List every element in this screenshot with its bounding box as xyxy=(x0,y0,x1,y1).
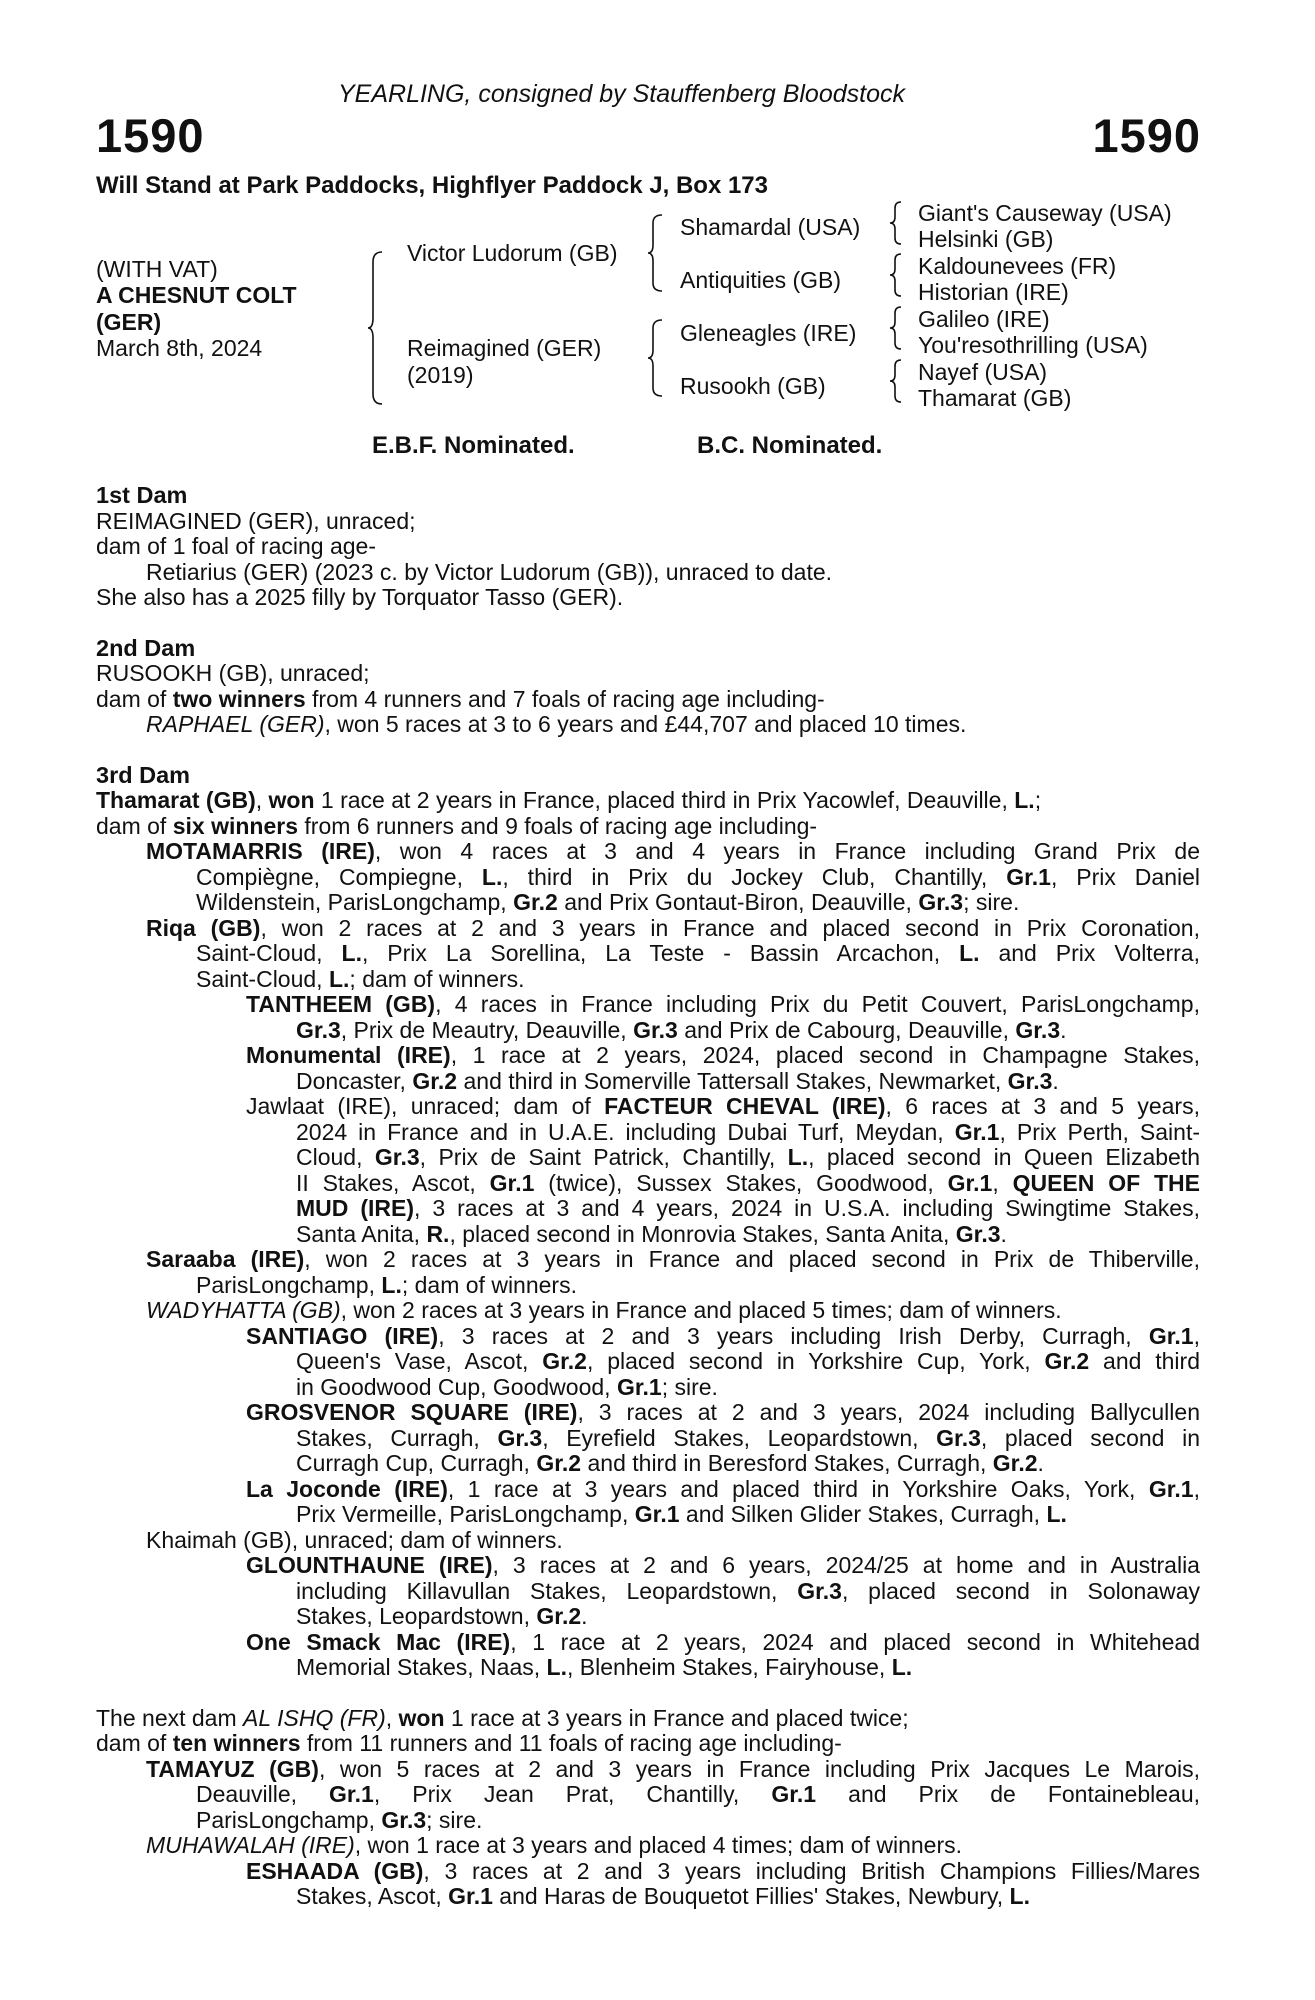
produce-line: La Joconde (IRE), 1 race at 3 years and placed third in Yorkshire Oaks, York, Gr.1, xyxy=(246,1475,1200,1502)
dam-sire: Gleneagles (IRE) xyxy=(680,320,857,346)
ds-sire: Galileo (IRE) xyxy=(918,306,1050,332)
next-dam-line: The next dam AL ISHQ (FR), won 1 race at 3 years in France and placed twice; xyxy=(96,1704,909,1731)
stand-location: Will Stand at Park Paddocks, Highflyer Paddock J, Box 173 xyxy=(96,172,768,199)
produce-line: Khaimah (GB), unraced; dam of winners. xyxy=(146,1526,563,1553)
ss-sire: Giant's Causeway (USA) xyxy=(918,200,1172,226)
produce-line: Gr.3, Prix de Meautry, Deauville, Gr.3 and Prix de Cabourg, Deauville, Gr.3. xyxy=(296,1016,1067,1043)
third-dam-section xyxy=(96,763,1200,1681)
consignment-line: YEARLING, consigned by Stauffenberg Bloodstock xyxy=(338,80,905,108)
produce-line: ESHAADA (GB), 3 races at 2 and 3 years including British Champions Fillies/Mares xyxy=(246,1857,1200,1884)
second-dam-section xyxy=(96,636,1200,738)
produce-line: TANTHEEM (GB), 4 races in France including Prix du Petit Couvert, ParisLongchamp, xyxy=(246,991,1200,1017)
produce-line: Deauville, Gr.1, Prix Jean Prat, Chantilly, Gr.1 and Prix de Fontainebleau, xyxy=(196,1781,1200,1807)
ebf-nomination: E.B.F. Nominated. xyxy=(372,432,575,459)
sd-dam: Historian (IRE) xyxy=(918,279,1069,305)
lot-number-left: 1590 xyxy=(96,109,205,162)
produce-line: Stakes, Leopardstown, Gr.2. xyxy=(296,1603,588,1629)
pedigree-bracket-main xyxy=(368,252,388,404)
produce-line: MUD (IRE), 3 races at 3 and 4 years, 2024 in U.S.A. including Swingtime Stakes, xyxy=(296,1195,1200,1221)
produce-line: II Stakes, Ascot, Gr.1 (twice), Sussex Stakes, Goodwood, Gr.1, QUEEN OF THE xyxy=(296,1169,1201,1196)
produce-line: Santa Anita, R., placed second in Monrovia Stakes, Santa Anita, Gr.3. xyxy=(296,1220,1007,1247)
produce-line: TAMAYUZ (GB), won 5 races at 2 and 3 years in France including Prix Jacques Le Marois, xyxy=(146,1755,1200,1782)
second-dam-line: dam of two winners from 4 runners and 7 foals of racing age including- xyxy=(96,685,825,712)
produce-line: Stakes, Curragh, Gr.3, Eyrefield Stakes, Leopardstown, Gr.3, placed second in xyxy=(296,1424,1200,1451)
pedigree-bracket-ds xyxy=(890,307,906,349)
produce-line: Compiègne, Compiegne, L., third in Prix du Jockey Club, Chantilly, Gr.1, Prix Daniel xyxy=(196,863,1201,890)
first-dam-line: Retiarius (GER) (2023 c. by Victor Ludorum (GB)), unraced to date. xyxy=(146,558,833,585)
sd-sire: Kaldounevees (FR) xyxy=(918,253,1117,279)
horse-country: (GER) xyxy=(96,309,162,335)
produce-line: Monumental (IRE), 1 race at 2 years, 2024, placed second in Champagne Stakes, xyxy=(246,1042,1200,1068)
produce-line: One Smack Mac (IRE), 1 race at 2 years, 2024 and placed second in Whitehead xyxy=(246,1628,1201,1655)
foaling-date: March 8th, 2024 xyxy=(96,335,263,361)
sire-sire: Shamardal (USA) xyxy=(680,214,861,240)
produce-line: SANTIAGO (IRE), 3 races at 2 and 3 years including Irish Derby, Curragh, Gr.1, xyxy=(246,1322,1200,1349)
ds-dam: You'resothrilling (USA) xyxy=(918,332,1148,358)
produce-line: in Goodwood Cup, Goodwood, Gr.1; sire. xyxy=(296,1373,718,1400)
produce-line: Saraaba (IRE), won 2 races at 3 years in France and placed second in Prix de Thiberville, xyxy=(146,1246,1200,1272)
produce-line: 2024 in France and in U.A.E. including Dubai Turf, Meydan, Gr.1, Prix Perth, Saint- xyxy=(296,1118,1200,1145)
produce-line: MOTAMARRIS (IRE), won 4 races at 3 and 4 years in France including Grand Prix de xyxy=(146,838,1200,864)
produce-line: Jawlaat (IRE), unraced; dam of FACTEUR CHEVAL (IRE), 6 races at 3 and 5 years, xyxy=(246,1093,1200,1119)
next-dam-section xyxy=(96,1706,1200,1910)
next-dam-line: dam of ten winners from 11 runners and 11 foals of racing age including- xyxy=(96,1730,842,1756)
dam-year: (2019) xyxy=(407,362,474,388)
produce-line: GLOUNTHAUNE (IRE), 3 races at 2 and 6 years, 2024/25 at home and in Australia xyxy=(246,1552,1200,1578)
third-dam-line: dam of six winners from 6 runners and 9 foals of racing age including- xyxy=(96,812,818,839)
ss-dam: Helsinki (GB) xyxy=(918,226,1054,252)
second-dam-line: RUSOOKH (GB), unraced; xyxy=(96,660,370,686)
pedigree-bracket-sire xyxy=(648,215,668,291)
produce-line: ParisLongchamp, L.; dam of winners. xyxy=(196,1271,577,1298)
produce-line: MUHAWALAH (IRE), won 1 race at 3 years and placed 4 times; dam of winners. xyxy=(146,1832,962,1858)
pedigree-bracket-dam xyxy=(648,320,668,396)
produce-line: Memorial Stakes, Naas, L., Blenheim Stakes, Fairyhouse, L. xyxy=(296,1654,913,1680)
second-dam-line: RAPHAEL (GER), won 5 races at 3 to 6 years and £44,707 and placed 10 times. xyxy=(146,711,967,737)
sire-dam: Antiquities (GB) xyxy=(680,267,842,293)
dam-name: Reimagined (GER) xyxy=(407,335,602,361)
pedigree-bracket-dd xyxy=(890,360,906,402)
produce-line: Wildenstein, ParisLongchamp, Gr.2 and Prix Gontaut-Biron, Deauville, Gr.3; sire. xyxy=(196,889,1020,915)
produce-line: Saint-Cloud, L., Prix La Sorellina, La Teste - Bassin Arcachon, L. and Prix Volterra, xyxy=(196,940,1200,966)
dd-dam: Thamarat (GB) xyxy=(918,385,1072,411)
produce-line: including Killavullan Stakes, Leopardstown, Gr.3, placed second in Solonaway xyxy=(296,1577,1200,1604)
produce-line: Saint-Cloud, L.; dam of winners. xyxy=(196,965,525,992)
first-dam-line: dam of 1 foal of racing age- xyxy=(96,533,376,559)
produce-line: GROSVENOR SQUARE (IRE), 3 races at 2 and 3 years, 2024 including Ballycullen xyxy=(246,1399,1200,1425)
produce-line: Curragh Cup, Curragh, Gr.2 and third in Beresford Stakes, Curragh, Gr.2. xyxy=(296,1450,1044,1476)
first-dam-heading: 1st Dam xyxy=(96,482,188,508)
lot-number-right: 1590 xyxy=(1092,109,1201,162)
third-dam-line: Thamarat (GB), won 1 race at 2 years in France, placed third in Prix Yacowlef, Deauville, L.; xyxy=(96,787,1042,813)
pedigree-bracket-ss xyxy=(890,202,906,244)
third-dam-heading: 3rd Dam xyxy=(96,761,191,788)
produce-line: Doncaster, Gr.2 and third in Somerville Tattersall Stakes, Newmarket, Gr.3. xyxy=(296,1067,1059,1094)
second-dam-heading: 2nd Dam xyxy=(96,634,196,661)
bc-nomination: B.C. Nominated. xyxy=(697,432,883,459)
catalogue-text xyxy=(96,483,1200,1910)
first-dam-section xyxy=(96,483,1200,611)
pedigree-bracket-sd xyxy=(890,254,906,296)
produce-line: Queen's Vase, Ascot, Gr.2, placed second in Yorkshire Cup, York, Gr.2 and third xyxy=(296,1348,1200,1374)
first-dam-line: She also has a 2025 filly by Torquator Tasso (GER). xyxy=(96,584,624,610)
sire-name: Victor Ludorum (GB) xyxy=(407,240,618,266)
dd-sire: Nayef (USA) xyxy=(918,359,1048,385)
produce-line: Riqa (GB), won 2 races at 2 and 3 years in France and placed second in Prix Coronation, xyxy=(146,914,1200,941)
produce-line: Cloud, Gr.3, Prix de Saint Patrick, Chantilly, L., placed second in Queen Elizabeth xyxy=(296,1144,1201,1170)
produce-line: ParisLongchamp, Gr.3; sire. xyxy=(196,1806,483,1833)
produce-line: Prix Vermeille, ParisLongchamp, Gr.1 and Silken Glider Stakes, Curragh, L. xyxy=(296,1501,1067,1527)
vat-note: (WITH VAT) xyxy=(96,256,218,282)
produce-line: Stakes, Ascot, Gr.1 and Haras de Bouquetot Fillies' Stakes, Newbury, L. xyxy=(296,1883,1030,1909)
dam-dam: Rusookh (GB) xyxy=(680,373,826,399)
produce-line: WADYHATTA (GB), won 2 races at 3 years in France and placed 5 times; dam of winners. xyxy=(146,1297,1062,1323)
first-dam-line: REIMAGINED (GER), unraced; xyxy=(96,507,416,534)
horse-name: A CHESNUT COLT xyxy=(96,282,297,308)
